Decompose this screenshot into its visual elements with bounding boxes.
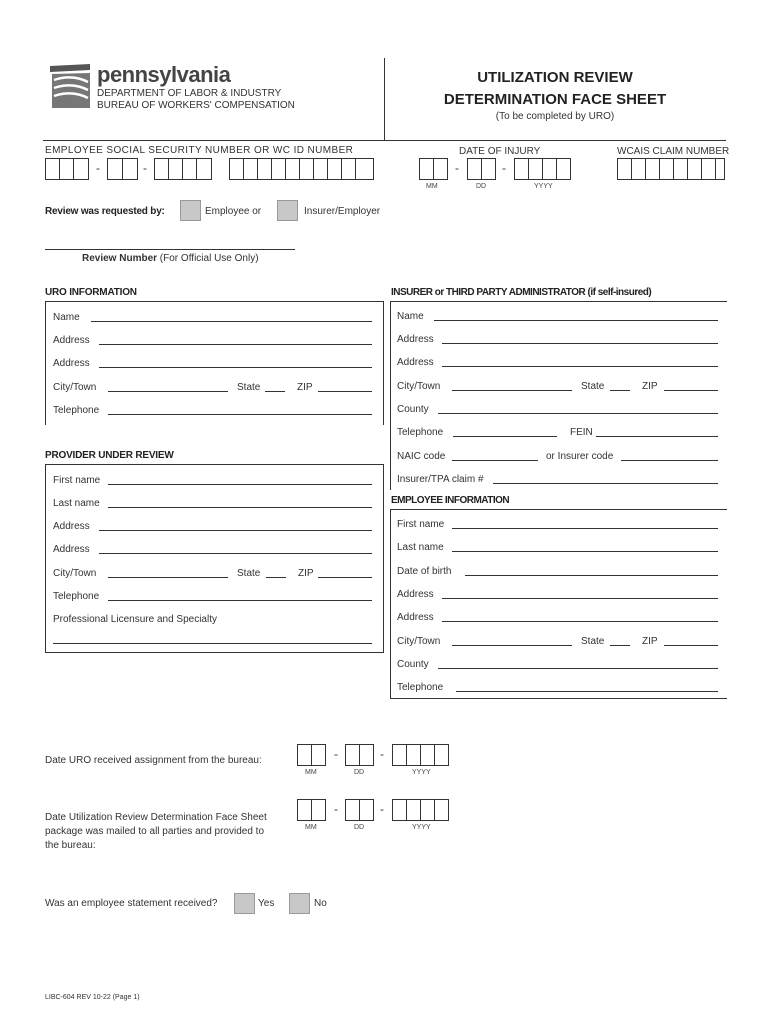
doi-mm-label: MM bbox=[426, 183, 438, 190]
ins-naic-field[interactable] bbox=[452, 460, 538, 461]
ins-name-label: Name bbox=[397, 311, 424, 322]
prov-address2-label: Address bbox=[53, 544, 90, 555]
employee-checkbox[interactable] bbox=[180, 200, 201, 221]
emp-city-field[interactable] bbox=[452, 645, 572, 646]
prov-zip-field[interactable] bbox=[318, 577, 372, 578]
prov-telephone-label: Telephone bbox=[53, 591, 100, 602]
doi-dd-2[interactable] bbox=[481, 158, 496, 180]
ins-telephone-label: Telephone bbox=[397, 427, 444, 438]
ssn-digit-3[interactable] bbox=[73, 158, 89, 180]
doi-yyyy-label: YYYY bbox=[534, 183, 553, 190]
ssn-digit-9[interactable] bbox=[196, 158, 212, 180]
recv-mm-2[interactable] bbox=[311, 744, 326, 766]
uro-heading: URO INFORMATION bbox=[45, 287, 137, 298]
mail-yyyy-3[interactable] bbox=[420, 799, 435, 821]
ins-fein-label: FEIN bbox=[570, 427, 593, 438]
employee-heading: EMPLOYEE INFORMATION bbox=[391, 495, 510, 506]
ins-fein-field[interactable] bbox=[596, 436, 718, 437]
ins-claim-field[interactable] bbox=[493, 483, 718, 484]
doi-yyyy-1[interactable] bbox=[514, 158, 529, 180]
uro-zip-field[interactable] bbox=[318, 391, 372, 392]
mail-yyyy-2[interactable] bbox=[406, 799, 421, 821]
ins-city-label: City/Town bbox=[397, 381, 441, 392]
recv-yyyy-1[interactable] bbox=[392, 744, 407, 766]
recv-dd-label: DD bbox=[354, 769, 365, 776]
form-title-2: DETERMINATION FACE SHEET bbox=[443, 91, 667, 108]
top-rule bbox=[43, 140, 726, 141]
insurer-employer-checkbox[interactable] bbox=[277, 200, 298, 221]
emp-state-label: State bbox=[581, 636, 605, 647]
recv-dash-2: - bbox=[380, 747, 384, 761]
emp-first-label: First name bbox=[397, 519, 445, 530]
uro-telephone-label: Telephone bbox=[53, 405, 100, 416]
ins-or-insurer-label: or Insurer code bbox=[546, 451, 614, 462]
doi-mm-2[interactable] bbox=[433, 158, 448, 180]
date-received-label: Date URO received assignment from the bureau: bbox=[45, 755, 262, 766]
uro-name-field[interactable] bbox=[91, 321, 372, 322]
recv-mm-1[interactable] bbox=[297, 744, 312, 766]
dept-line-2: BUREAU OF WORKERS' COMPENSATION bbox=[97, 100, 295, 111]
prov-telephone-field[interactable] bbox=[108, 600, 372, 601]
doi-dd-label: DD bbox=[476, 183, 487, 190]
uro-name-label: Name bbox=[53, 312, 80, 323]
ssn-digit-6[interactable] bbox=[154, 158, 169, 180]
ins-naic-label: NAIC code bbox=[397, 451, 446, 462]
uro-address2-label: Address bbox=[53, 358, 90, 369]
insurer-heading: INSURER or THIRD PARTY ADMINISTRATOR (if self-insured) bbox=[391, 287, 652, 298]
mail-mm-2[interactable] bbox=[311, 799, 326, 821]
ssn-digit-5[interactable] bbox=[122, 158, 138, 180]
ins-county-field[interactable] bbox=[438, 413, 718, 414]
doi-dd-1[interactable] bbox=[467, 158, 482, 180]
wcais-label: WCAIS CLAIM NUMBER bbox=[617, 146, 730, 157]
recv-dash-1: - bbox=[334, 747, 338, 761]
emp-zip-label: ZIP bbox=[642, 636, 658, 647]
recv-yyyy-label: YYYY bbox=[412, 769, 431, 776]
prov-zip-label: ZIP bbox=[298, 568, 314, 579]
mail-dash-1: - bbox=[334, 802, 338, 816]
review-number-line[interactable] bbox=[45, 249, 295, 250]
statement-no-checkbox[interactable] bbox=[289, 893, 310, 914]
doi-mm-1[interactable] bbox=[419, 158, 434, 180]
prov-first-field[interactable] bbox=[108, 484, 372, 485]
uro-zip-label: ZIP bbox=[297, 382, 313, 393]
prov-last-field[interactable] bbox=[108, 507, 372, 508]
ins-address1-label: Address bbox=[397, 334, 434, 345]
ins-zip-label: ZIP bbox=[642, 381, 658, 392]
emp-first-field[interactable] bbox=[452, 528, 718, 529]
ins-state-field[interactable] bbox=[610, 390, 630, 391]
ins-address2-label: Address bbox=[397, 357, 434, 368]
insurer-employer-option-label: Insurer/Employer bbox=[304, 206, 381, 217]
emp-county-label: County bbox=[397, 659, 429, 670]
statement-yes-checkbox[interactable] bbox=[234, 893, 255, 914]
doi-yyyy-2[interactable] bbox=[528, 158, 543, 180]
prov-licensure-label: Professional Licensure and Specialty bbox=[53, 614, 217, 625]
ssn-label: EMPLOYEE SOCIAL SECURITY NUMBER OR WC ID NUMBER bbox=[45, 145, 354, 156]
doi-dash-2: - bbox=[502, 161, 506, 175]
ins-state-label: State bbox=[581, 381, 605, 392]
ins-city-field[interactable] bbox=[452, 390, 572, 391]
emp-state-field[interactable] bbox=[610, 645, 630, 646]
prov-address1-field[interactable] bbox=[99, 530, 372, 531]
recv-yyyy-4[interactable] bbox=[434, 744, 449, 766]
mail-dash-2: - bbox=[380, 802, 384, 816]
uro-telephone-field[interactable] bbox=[108, 414, 372, 415]
uro-city-field[interactable] bbox=[108, 391, 228, 392]
prov-address1-label: Address bbox=[53, 521, 90, 532]
provider-heading: PROVIDER UNDER REVIEW bbox=[45, 450, 174, 461]
prov-city-field[interactable] bbox=[108, 577, 228, 578]
mail-dd-2[interactable] bbox=[359, 799, 374, 821]
wcais-claim-boxes[interactable] bbox=[617, 158, 725, 180]
recv-mm-label: MM bbox=[305, 769, 317, 776]
employee-box bbox=[390, 509, 727, 699]
mail-dd-1[interactable] bbox=[345, 799, 360, 821]
statement-no-label: No bbox=[314, 898, 327, 909]
ins-claim-label: Insurer/TPA claim # bbox=[397, 474, 484, 485]
ins-county-label: County bbox=[397, 404, 429, 415]
ins-insurer-code-field[interactable] bbox=[621, 460, 718, 461]
ins-address2-field[interactable] bbox=[442, 366, 718, 367]
prov-last-label: Last name bbox=[53, 498, 100, 509]
form-subtitle: (To be completed by URO) bbox=[495, 111, 615, 122]
recv-yyyy-3[interactable] bbox=[420, 744, 435, 766]
header-divider bbox=[384, 58, 385, 140]
prov-first-label: First name bbox=[53, 475, 101, 486]
dept-line-1: DEPARTMENT OF LABOR & INDUSTRY bbox=[97, 88, 282, 99]
doi-dash-1: - bbox=[455, 161, 459, 175]
prov-licensure-field[interactable] bbox=[53, 643, 372, 644]
state-name: pennsylvania bbox=[97, 62, 231, 87]
mail-yyyy-4[interactable] bbox=[434, 799, 449, 821]
recv-yyyy-2[interactable] bbox=[406, 744, 421, 766]
review-number-label: Review Number (For Official Use Only) bbox=[82, 253, 259, 264]
doi-yyyy-4[interactable] bbox=[556, 158, 571, 180]
mail-dd-label: DD bbox=[354, 824, 365, 831]
emp-dob-field[interactable] bbox=[465, 575, 718, 576]
ins-zip-field[interactable] bbox=[664, 390, 718, 391]
form-title-1: UTILIZATION REVIEW bbox=[477, 69, 633, 86]
uro-address1-field[interactable] bbox=[99, 344, 372, 345]
ssn-digit-7[interactable] bbox=[168, 158, 183, 180]
emp-telephone-field[interactable] bbox=[456, 691, 718, 692]
ssn-dash-2: - bbox=[143, 161, 147, 175]
emp-address2-field[interactable] bbox=[442, 621, 718, 622]
recv-dd-1[interactable] bbox=[345, 744, 360, 766]
uro-state-field[interactable] bbox=[265, 391, 285, 392]
ssn-digit-4[interactable] bbox=[107, 158, 123, 180]
date-mailed-label-1: Date Utilization Review Determination Face Sheet bbox=[45, 812, 267, 823]
emp-telephone-label: Telephone bbox=[397, 682, 444, 693]
ssn-digit-2[interactable] bbox=[59, 158, 74, 180]
uro-city-label: City/Town bbox=[53, 382, 97, 393]
recv-dd-2[interactable] bbox=[359, 744, 374, 766]
emp-zip-field[interactable] bbox=[664, 645, 718, 646]
emp-dob-label: Date of birth bbox=[397, 566, 452, 577]
emp-last-field[interactable] bbox=[452, 551, 718, 552]
ins-telephone-field[interactable] bbox=[453, 436, 557, 437]
uro-state-label: State bbox=[237, 382, 261, 393]
uro-address1-label: Address bbox=[53, 335, 90, 346]
mail-mm-1[interactable] bbox=[297, 799, 312, 821]
ssn-digit-1[interactable] bbox=[45, 158, 60, 180]
ssn-digit-8[interactable] bbox=[182, 158, 197, 180]
date-mailed-label-3: the bureau: bbox=[45, 840, 96, 851]
pa-logo bbox=[48, 62, 92, 110]
review-requested-label: Review was requested by: bbox=[45, 206, 165, 217]
keystone-logo-icon bbox=[48, 62, 92, 110]
statement-yes-label: Yes bbox=[258, 898, 275, 909]
mail-yyyy-1[interactable] bbox=[392, 799, 407, 821]
form-id: LIBC-604 REV 10-22 (Page 1) bbox=[45, 994, 140, 1001]
emp-address1-label: Address bbox=[397, 589, 434, 600]
date-mailed-label-2: package was mailed to all parties and provided to bbox=[45, 826, 265, 837]
prov-state-field[interactable] bbox=[266, 577, 286, 578]
emp-address2-label: Address bbox=[397, 612, 434, 623]
prov-city-label: City/Town bbox=[53, 568, 97, 579]
prov-state-label: State bbox=[237, 568, 261, 579]
uro-address2-field[interactable] bbox=[99, 367, 372, 368]
doi-label: DATE OF INJURY bbox=[459, 146, 541, 157]
emp-county-field[interactable] bbox=[438, 668, 718, 669]
ssn-dash-1: - bbox=[96, 161, 100, 175]
ins-name-field[interactable] bbox=[434, 320, 718, 321]
emp-city-label: City/Town bbox=[397, 636, 441, 647]
mail-mm-label: MM bbox=[305, 824, 317, 831]
mail-yyyy-label: YYYY bbox=[412, 824, 431, 831]
doi-yyyy-3[interactable] bbox=[542, 158, 557, 180]
wc-id-boxes[interactable] bbox=[229, 158, 374, 180]
emp-address1-field[interactable] bbox=[442, 598, 718, 599]
employee-option-label: Employee or bbox=[205, 206, 262, 217]
emp-last-label: Last name bbox=[397, 542, 444, 553]
ins-address1-field[interactable] bbox=[442, 343, 718, 344]
statement-question: Was an employee statement received? bbox=[45, 898, 218, 909]
prov-address2-field[interactable] bbox=[99, 553, 372, 554]
